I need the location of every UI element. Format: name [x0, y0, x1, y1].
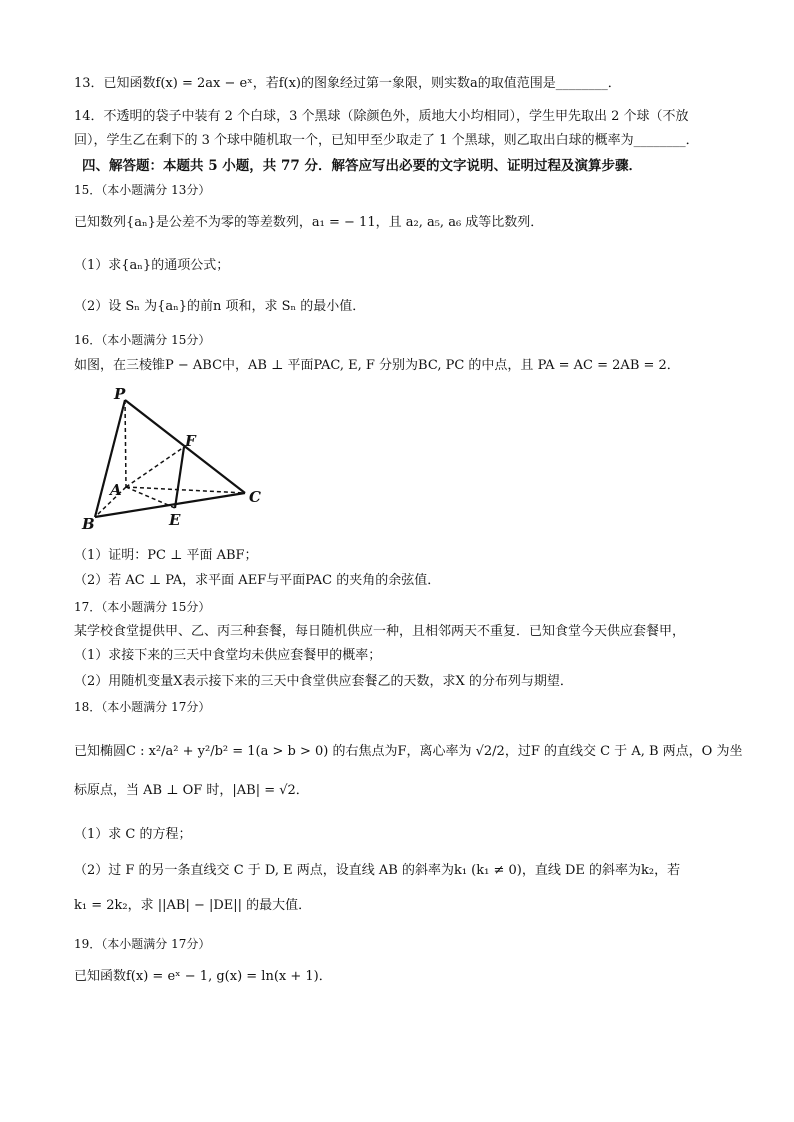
q16-part2: （2）若 AC ⊥ PA，求平面 AEF与平面PAC 的夹角的余弦值． — [74, 573, 441, 588]
label-B: B — [82, 515, 95, 533]
section-4-heading: 四、解答题：本题共 5 小题，共 77 分．解答应写出必要的文字说明、证明过程及演算步骤． — [82, 158, 642, 174]
q15-part1: （1）求{aₙ}的通项公式； — [74, 258, 230, 273]
q15-part2: （2）设 Sₙ 为{aₙ}的前n 项和，求 Sₙ 的最小值． — [74, 299, 366, 314]
label-F: F — [185, 432, 196, 450]
q16-stem: 如图，在三棱锥P − ABC中，AB ⊥ 平面PAC, E, F 分别为BC, PC 的中点，且 PA = AC = 2AB = 2． — [74, 358, 680, 373]
q17-header: 17．（本小题满分 15分） — [74, 600, 211, 614]
q19-stem: 已知函数f(x) = eˣ − 1, g(x) = ln(x + 1)． — [74, 969, 332, 984]
q15-stem: 已知数列{aₙ}是公差不为零的等差数列，a₁ = − 11，且 a₂, a₅, a₆ 成等比数列． — [74, 215, 544, 230]
q19-header: 19．（本小题满分 17分） — [74, 937, 211, 951]
q15-header: 15．（本小题满分 13分） — [74, 183, 211, 197]
q16-part1: （1）证明：PC ⊥ 平面 ABF； — [74, 548, 258, 563]
q18-part2-line1: （2）过 F 的另一条直线交 C 于 D, E 两点，设直线 AB 的斜率为k₁ (k₁ ≠ 0)，直线 DE 的斜率为k₂，若 — [74, 863, 681, 878]
q17-stem: 某学校食堂提供甲、乙、丙三种套餐，每日随机供应一种，且相邻两天不重复．已知食堂今天供应套餐甲， — [74, 624, 686, 639]
q18-stem-line1: 已知椭圆C : x²/a² + y²/b² = 1(a > b > 0) 的右焦点为F，离心率为 √2/2，过F 的直线交 C 于 A, B 两点，O 为坐 — [74, 744, 743, 759]
label-A: A — [110, 481, 122, 499]
question-14-line2: 回），学生乙在剩下的 3 个球中随机取一个，已知甲至少取走了 1 个黑球，则乙取出白球的概率为________． — [74, 133, 699, 148]
q18-header: 18．（本小题满分 17分） — [74, 700, 211, 714]
q18-part1: （1）求 C 的方程； — [74, 827, 192, 842]
question-14-line1: 14．不透明的袋子中装有 2 个白球，3 个黑球（除颜色外，质地大小均相同），学生甲先取出 2 个球（不放 — [74, 109, 689, 124]
question-13: 13．已知函数f(x) = 2ax − eˣ，若f(x)的图象经过第一象限，则实数a的取值范围是________． — [74, 76, 621, 91]
label-C: C — [249, 488, 261, 506]
q17-part2: （2）用随机变量X表示接下来的三天中食堂供应套餐乙的天数，求X 的分布列与期望． — [74, 674, 573, 689]
q18-stem-line2: 标原点，当 AB ⊥ OF 时，|AB| = √2． — [74, 783, 309, 798]
q17-part1: （1）求接下来的三天中食堂均未供应套餐甲的概率； — [74, 648, 382, 663]
label-E: E — [169, 511, 181, 529]
tetrahedron-diagram — [80, 384, 280, 536]
q16-header: 16．（本小题满分 15分） — [74, 333, 211, 347]
q18-part2-line2: k₁ = 2k₂，求 ||AB| − |DE|| 的最大值． — [74, 898, 312, 913]
label-P: P — [114, 385, 126, 403]
tetrahedron-figure — [80, 384, 280, 536]
